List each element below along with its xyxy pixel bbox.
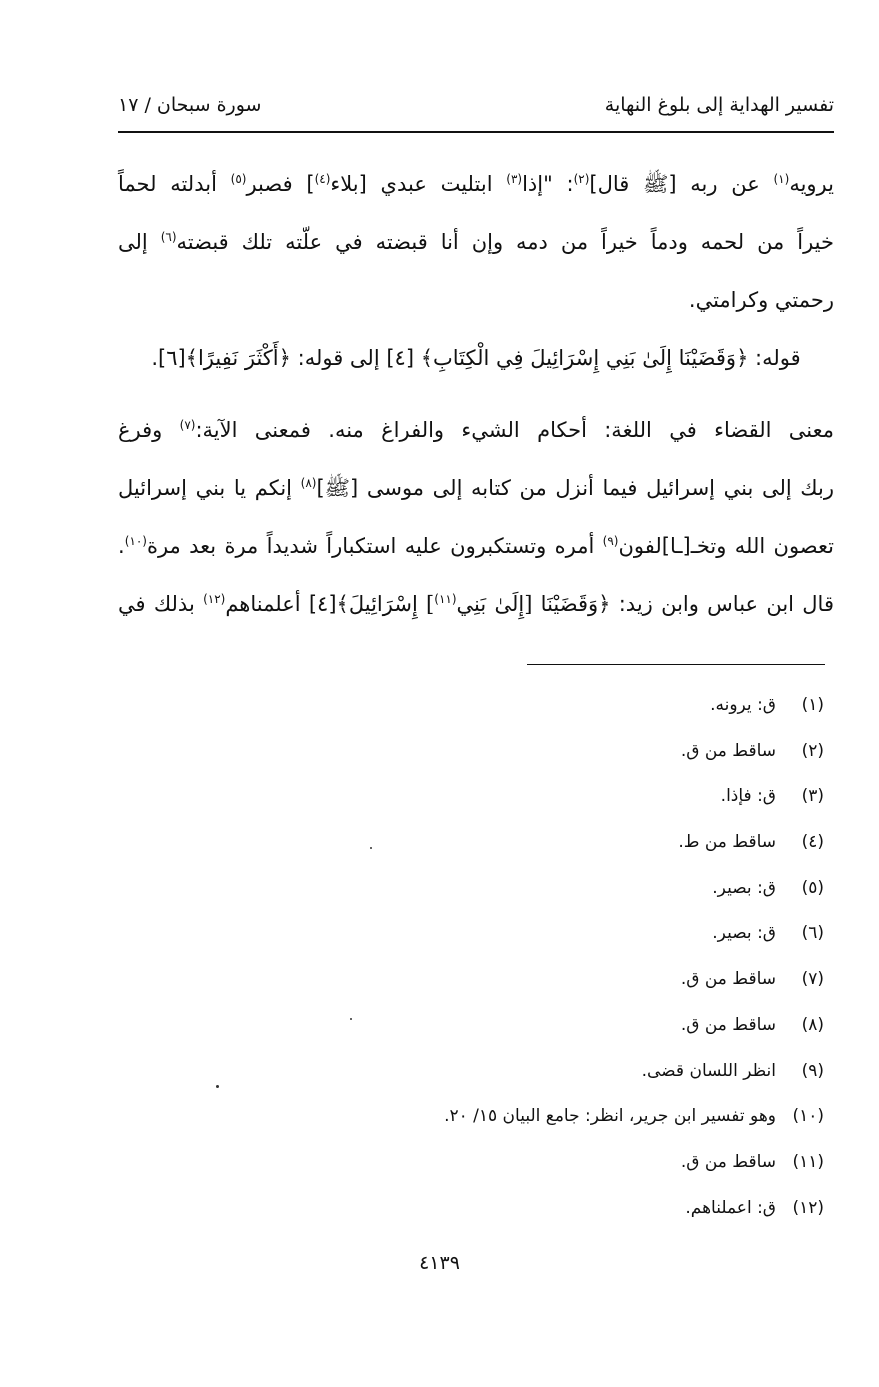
text-line-6: ربك إلى بني إسرائيل فيما أنزل من كتابه إلى موسى [ﷺ]$^{(٨)}$ إنكم يا بني إسرائيل	[118, 476, 834, 500]
footnote-ref: (٤)	[314, 172, 331, 186]
footnote-divider	[527, 664, 825, 665]
footnote-text: ق: بصير.	[712, 877, 776, 898]
footnote-number: (٧)	[801, 969, 824, 990]
footnote-ref: (٩)	[602, 534, 619, 548]
footnote-number: (١١)	[792, 1151, 824, 1172]
surah-label: سورة سبحان / ١٧	[118, 94, 262, 116]
main-text	[118, 155, 834, 633]
footnote-ref: (١)	[773, 172, 790, 186]
footnote-ref: (٨)	[300, 476, 317, 490]
running-header	[118, 92, 834, 126]
footnote-item	[354, 911, 824, 957]
footnote-ref: (٥)	[230, 172, 247, 186]
text-line-8: قال ابن عباس وابن زيد: ﴿وَقَضَيْنَا [إِلَىٰ بَنِي$^{(١١)}$] إِسْرَائِيلَ﴾[٤] أعلمناهم$^{(١٢)}$ بذلك في	[118, 592, 834, 616]
footnote-text: ساقط من ط.	[678, 832, 776, 853]
footnote-text: وهو تفسير ابن جرير، انظر: جامع البيان ١٥/ ٢٠.	[444, 1106, 776, 1127]
text-line-2: خيراً من لحمه ودماً خيراً من دمه وإن أنا قبضته في علّته تلك قبضته$^{(٦)}$ إلى	[118, 230, 834, 254]
quran-verse: ﴿أَكْثَرَ نَفِيرًا﴾	[185, 346, 291, 370]
footnote-item	[354, 683, 824, 729]
footnote-text: ق: فإذا.	[720, 786, 776, 807]
quran-verse: ﴿وَقَضَيْنَا [إِلَىٰ بَنِي	[456, 592, 611, 616]
footnote-text: ساقط من ق.	[680, 740, 776, 761]
footnote-number: (٦)	[801, 923, 824, 944]
footnote-ref: (١١)	[434, 592, 457, 606]
footnote-ref: (٢)	[573, 172, 590, 186]
footnote-item	[354, 1094, 824, 1140]
text-line-7: تعصون الله وتخـ[ـا]لفون$^{(٩)}$ أمره وتستكبرون عليه استكباراً شديداً مرة بعد مرة$^{(١٠)}$.	[118, 534, 834, 558]
footnote-number: (٩)	[801, 1060, 824, 1081]
footnote-item	[354, 820, 824, 866]
verse-line: قوله: ﴿وَقَضَيْنَا إِلَىٰ بَنِي إِسْرَائِيلَ فِي الْكِتَابِ﴾ [٤] إلى قوله: ﴿أَكْثَرَ نَفِيرًا﴾[٦].	[151, 346, 801, 370]
scan-speck	[370, 847, 372, 849]
footnote-ref: (١٢)	[203, 592, 226, 606]
footnote-number: (٥)	[801, 877, 824, 898]
footnote-text: ق: بصير.	[712, 923, 776, 944]
footnote-ref: (٧)	[179, 418, 196, 432]
text-line-3: رحمتي وكرامتي.	[688, 288, 834, 312]
footnote-text: ق: اعملناهم.	[685, 1197, 776, 1218]
footnote-item	[354, 957, 824, 1003]
text-line-5: معنى القضاء في اللغة: أحكام الشيء والفراغ منه. فمعنى الآية:$^{(٧)}$ وفرغ	[118, 418, 834, 442]
footnote-ref: (٣)	[506, 172, 523, 186]
footnote-item	[354, 729, 824, 775]
footnote-ref: (٦)	[160, 230, 177, 244]
text-line-1: يرويه$^{(١)}$ عن ربه [ﷺ قال]$^{(٢)}$: "إذا$^{(٣)}$ ابتليت عبدي [بلاء$^{(٤)}$] فصبر$^{(٥)}$ أبدلته لحماً	[118, 172, 834, 196]
footnotes	[354, 683, 824, 1231]
footnote-item	[354, 774, 824, 820]
footnote-text: ق: يرونه.	[710, 695, 776, 715]
scan-speck	[216, 1085, 219, 1088]
footnote-text: انظر اللسان قضى.	[641, 1060, 776, 1081]
footnote-ref: (١٠)	[124, 534, 147, 548]
footnote-number: (٤)	[801, 832, 824, 853]
footnote-text: ساقط من ق.	[680, 1151, 776, 1172]
scan-speck	[350, 1018, 352, 1020]
footnote-number: (٢)	[801, 740, 824, 761]
footnote-number: (١٠)	[792, 1106, 824, 1127]
header-divider	[118, 131, 834, 133]
footnote-text: ساقط من ق.	[680, 969, 776, 990]
footnote-number: (٣)	[801, 786, 824, 807]
footnote-number: (١٢)	[792, 1197, 824, 1218]
book-title: تفسير الهداية إلى بلوغ النهاية	[604, 94, 834, 116]
footnote-number: (٨)	[801, 1014, 824, 1035]
footnote-text: ساقط من ق.	[680, 1014, 776, 1035]
footnote-item	[354, 1186, 824, 1232]
footnote-item	[354, 866, 824, 912]
page-number: ٤١٣٩	[419, 1252, 460, 1274]
footnote-item	[354, 1140, 824, 1186]
footnote-item	[354, 1049, 824, 1095]
footnote-item	[354, 1003, 824, 1049]
quran-verse: ﴿وَقَضَيْنَا إِلَىٰ بَنِي إِسْرَائِيلَ فِي الْكِتَابِ﴾	[420, 346, 749, 370]
footnote-number: (١)	[801, 695, 824, 715]
